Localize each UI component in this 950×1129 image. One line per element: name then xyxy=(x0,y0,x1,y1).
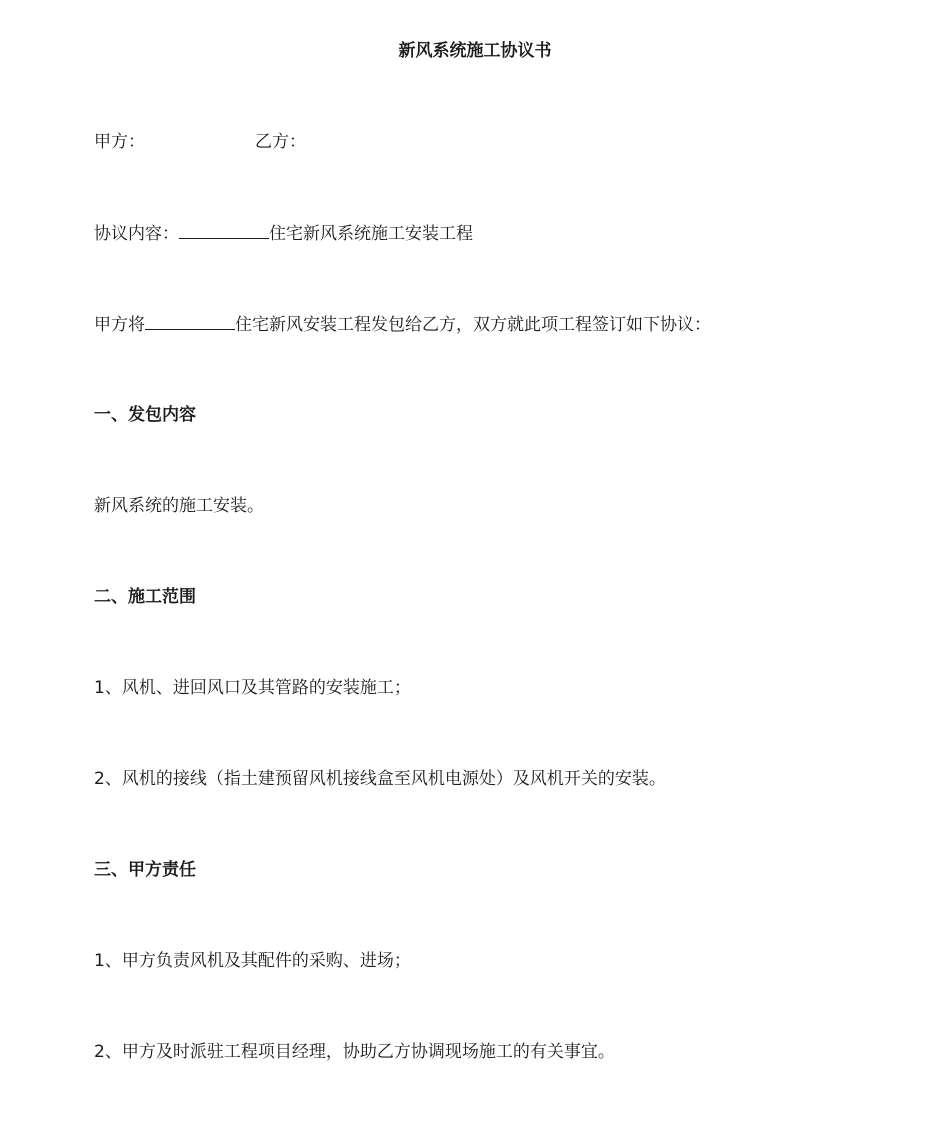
document-title: 新风系统施工协议书 xyxy=(398,41,552,61)
intro-line xyxy=(94,313,711,336)
section3-heading: 三、甲方责任 xyxy=(94,860,196,880)
section2-item-2: 2、风机的接线（指土建预留风机接线盒至风机电源处）及风机开关的安装。 xyxy=(94,769,666,789)
party-b-label: 乙方： xyxy=(255,132,306,152)
section1-body: 新风系统的施工安装。 xyxy=(94,496,264,516)
intro-blank xyxy=(145,313,235,330)
intro-prefix: 甲方将 xyxy=(94,315,145,335)
parties-line xyxy=(94,131,306,153)
section3-item-2: 2、甲方及时派驻工程项目经理，协助乙方协调现场施工的有关事宜。 xyxy=(94,1042,615,1062)
intro-text: 住宅新风安装工程发包给乙方，双方就此项工程签订如下协议： xyxy=(235,315,711,335)
agreement-label: 协议内容： xyxy=(94,224,179,244)
agreement-text: 住宅新风系统施工安装工程 xyxy=(269,224,473,244)
party-a-label: 甲方： xyxy=(94,132,145,152)
section3-item-1: 1、甲方负责风机及其配件的采购、进场； xyxy=(94,951,411,971)
section2-item-1: 1、风机、进回风口及其管路的安装施工； xyxy=(94,678,411,698)
section1-heading: 一、发包内容 xyxy=(94,405,196,425)
agreement-blank xyxy=(179,222,269,239)
section2-heading: 二、施工范围 xyxy=(94,587,196,607)
agreement-content-line xyxy=(94,222,473,245)
